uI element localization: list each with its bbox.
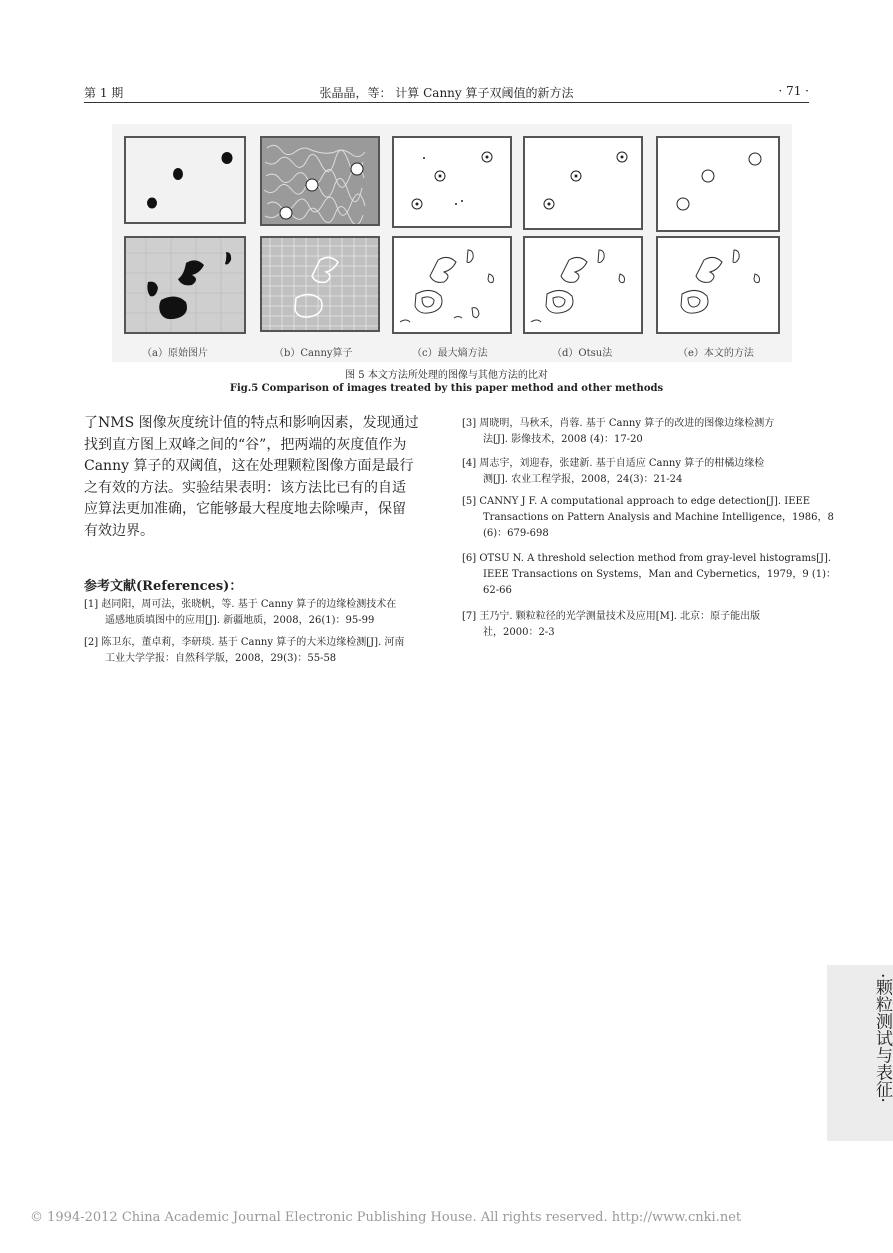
body-line: Canny 算子的双阈值，这在处理颗粒图像方面是最行 [84, 458, 414, 475]
canny-noisy-image [262, 138, 378, 224]
otsu-image [525, 138, 641, 228]
panel-b-bottom [260, 236, 380, 332]
references-title: 参考文献(References)： [84, 579, 243, 594]
panel-c-bottom [392, 236, 512, 334]
reference-7: [7] 王乃宁. 颗粒粒径的光学测量技术及应用[M]. 北京：原子能出版 社，2000：2-3 [462, 611, 761, 638]
figure-caption-en: Fig.5 Comparison of images treated by this paper method and other methods [229, 383, 664, 394]
rice-proposed-image [658, 238, 778, 332]
reference-6: [6] OTSU N. A threshold selection method from gray-level histograms[J]. IEEE Transactions on Systems，Man and Cybernetics，1979，9 (1)： 62-66 [462, 553, 837, 596]
sub-label-e: （e）本文的方法 [678, 348, 754, 359]
panel-c-top [392, 136, 512, 228]
reference-2: [2] 陈卫东，董卓莉，李研琰. 基于 Canny 算子的大米边缘检测[J]. 河南 工业大学学报：自然科学版，2008，29(3)：55-58 [84, 637, 405, 664]
body-paragraph [84, 413, 436, 543]
panel-e-bottom [656, 236, 780, 334]
copyright-footer: © 1994-2012 China Academic Journal Electronic Publishing House. All rights reserved. http://www.cnki.net [30, 1210, 742, 1225]
panel-d-bottom [523, 236, 643, 334]
panel-a-top [124, 136, 246, 224]
reference-4: [4] 周志宇，刘迎春，张建新. 基于自适应 Canny 算子的柑橘边缘检 测[J]. 农业工程学报，2008，24(3)：21-24 [462, 458, 765, 485]
sub-label-d: （d）Otsu法 [552, 348, 613, 359]
proposed-method-image [658, 138, 778, 230]
reference-5: [5] CANNY J F. A computational approach to edge detection[J]. IEEE Transactions on Pattern Analysis and Machine Intelligence，1986，8 (6)：679-698 [462, 496, 834, 539]
header-rule [84, 102, 809, 103]
rice-entropy-image [394, 238, 510, 332]
panel-a-bottom [124, 236, 246, 334]
sub-label-b: （b）Canny算子 [274, 348, 353, 359]
body-line: 之有效的方法。实验结果表明：该方法比已有的自适 [84, 479, 406, 496]
particles-original-image [126, 138, 244, 222]
rice-canny-image [262, 238, 378, 330]
panel-e-top [656, 136, 780, 232]
running-title: 张晶晶，等： 计算 Canny 算子双阈值的新方法 [319, 86, 574, 100]
sub-label-c: （c）最大熵方法 [412, 348, 488, 359]
body-line: 应算法更加准确，它能够最大程度地去除噪声，保留 [84, 501, 406, 518]
reference-3: [3] 周晓明，马秋禾，肖蓉. 基于 Canny 算子的改进的图像边缘检测方 法[J]. 影像技术，2008 (4)：17-20 [462, 418, 775, 445]
panel-b-top [260, 136, 380, 226]
page-number: · 71 · [778, 84, 809, 98]
rice-original-image [126, 238, 244, 332]
figure-5 [112, 124, 792, 362]
rice-otsu-image [525, 238, 641, 332]
section-side-label: ·颗粒测试与表征· [872, 973, 892, 1103]
sub-label-a: （a）原始图片 [142, 348, 208, 359]
running-header [84, 82, 809, 102]
figure-caption-cn: 图 5 本文方法所处理的图像与其他方法的比对 [345, 370, 548, 381]
section-side-tab [827, 965, 893, 1141]
body-line: 找到直方图上双峰之间的“谷”，把两端的灰度值作为 [84, 436, 407, 453]
body-line: 了NMS 图像灰度统计值的特点和影响因素，发现通过 [84, 415, 419, 431]
max-entropy-image [394, 138, 510, 226]
body-line: 有效边界。 [84, 522, 154, 539]
panel-d-top [523, 136, 643, 230]
issue-number: 第 1 期 [84, 86, 124, 100]
reference-1: [1] 赵同阳，周可法，张晓帆，等. 基于 Canny 算子的边缘检测技术在 遥感地质填图中的应用[J]. 新疆地质，2008，26(1)：95-99 [84, 599, 397, 626]
